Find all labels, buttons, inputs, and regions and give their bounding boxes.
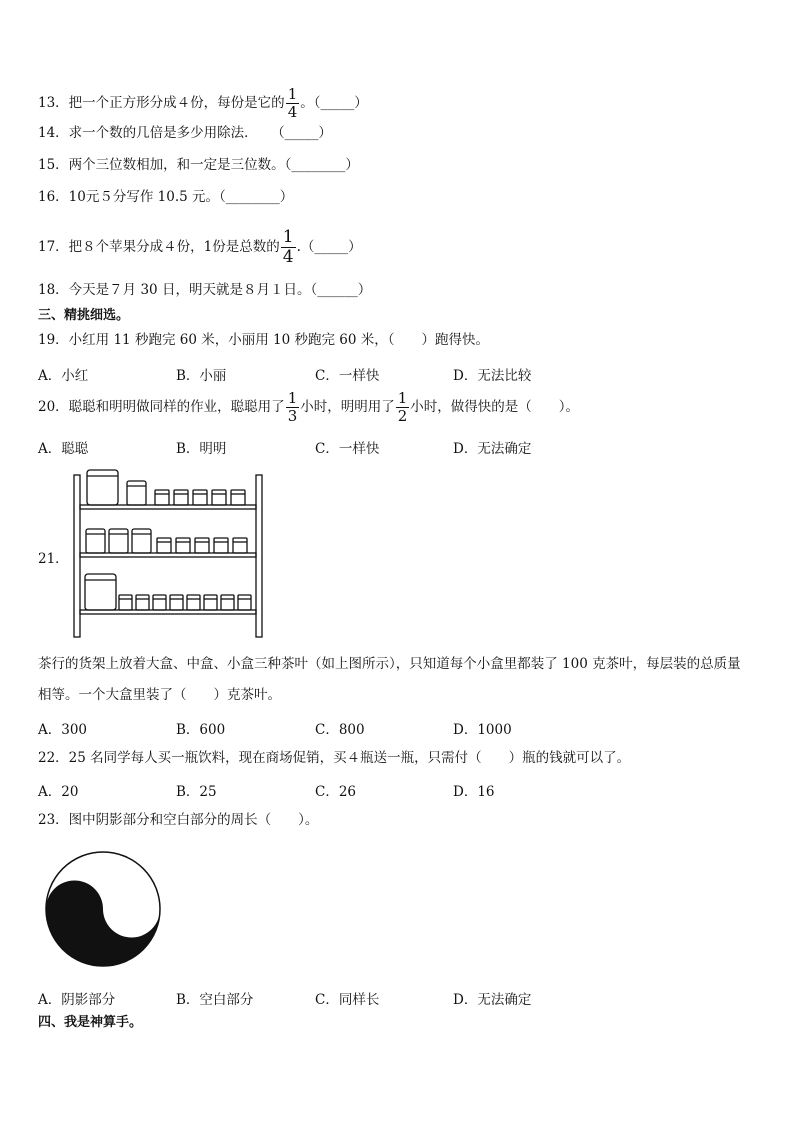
section-heading-3: 三、精挑细选。 [38,308,130,323]
question-13-text: 13．把一个正方形分成４份，每份是它的 [38,95,285,111]
option-c: C．26 [315,784,357,800]
fraction: $\frac{1}{4}$ [282,227,294,267]
question-13 [38,87,368,120]
tea-shelf-figure [70,467,270,642]
question-16: 16．10元５分写作 10.5 元。（________） [38,189,294,205]
fraction: $\frac{1}{4}$ [287,85,298,121]
option-d: D．1000 [453,722,512,738]
fraction: $\frac{1}{3}$ [287,389,298,425]
question-20 [38,391,579,424]
question-20-text: 小时，明明用了 [300,399,395,415]
option-d: D．无法比较 [453,368,532,384]
question-14: 14．求一个数的几倍是多少用除法． （_____） [38,125,332,141]
question-21-text-line2: 相等。一个大盒里装了（ ）克茶叶。 [38,687,281,703]
question-15: 15．两个三位数相加，和一定是三位数。（________） [38,157,359,173]
option-c: C．一样快 [315,441,380,457]
option-d: D．16 [453,784,495,800]
option-d: D．无法确定 [453,441,532,457]
option-b: B．600 [176,722,226,738]
question-19: 19．小红用 11 秒跑完 60 米，小丽用 10 秒跑完 60 米，（ ）跑得快。 [38,332,489,348]
question-17 [38,229,362,266]
option-c: C．一样快 [315,368,380,384]
option-b: B．明明 [176,441,227,457]
question-18: 18．今天是７月 30 日，明天就是８月１日。（______） [38,282,372,298]
answer-blank: 。（_____） [300,95,368,111]
option-b: B．小丽 [176,368,227,384]
option-a: A．小红 [38,368,89,384]
option-d: D．无法确定 [453,992,532,1008]
option-a: A．300 [38,722,88,738]
option-c: C．800 [315,722,365,738]
option-c: C．同样长 [315,992,380,1008]
question-17-text: 17．把８个苹果分成４份，1份是总数的 [38,239,280,255]
option-a: A．20 [38,784,79,800]
yin-yang-figure [43,849,163,969]
question-23: 23．图中阴影部分和空白部分的周长（ ）。 [38,812,319,828]
option-b: B．25 [176,784,217,800]
question-20-text: 小时，做得快的是（ ）。 [410,399,580,415]
question-21-text-line1: 茶行的货架上放着大盒、中盒、小盒三种茶叶（如上图所示），只知道每个小盒里都装了 100 克茶叶，每层装的总质量 [38,656,741,672]
section-heading-4: 四、我是神算手。 [38,1015,143,1030]
option-b: B．空白部分 [176,992,254,1008]
option-a: A．阴影部分 [38,992,116,1008]
option-a: A．聪聪 [38,441,89,457]
question-20-text: 20．聪聪和明明做同样的作业，聪聪用了 [38,399,285,415]
answer-blank: .（_____） [296,239,362,255]
question-21-number: 21． [38,551,69,567]
question-22: 22．25 名同学每人买一瓶饮料，现在商场促销，买４瓶送一瓶，只需付（ ）瓶的钱就可以了。 [38,750,631,766]
fraction: $\frac{1}{2}$ [397,389,408,425]
